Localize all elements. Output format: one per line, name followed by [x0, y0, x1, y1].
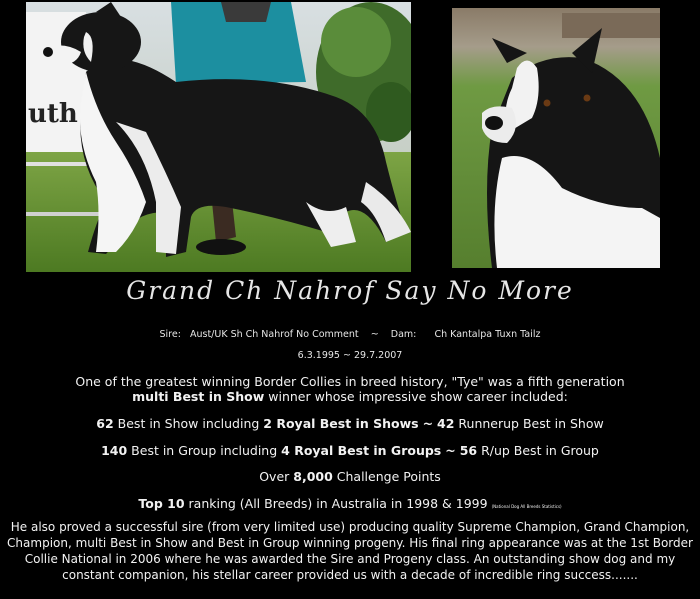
sire-name: Aust/UK Sh Ch Nahrof No Comment — [189, 329, 359, 340]
rbig-text: R/up Best in Group — [477, 443, 599, 458]
stat-line-bis — [0, 416, 700, 431]
intro-line-2 — [0, 389, 700, 404]
sign-text: uth — [28, 99, 78, 129]
tilde-separator-2: ~ — [445, 443, 456, 458]
intro-line-1: One of the greatest winning Border Collies in breed history, "Tye" was a fifth generation — [75, 374, 625, 389]
pedigree-separator: ~ — [370, 329, 379, 340]
dam-label: Dam: — [390, 329, 417, 340]
rank-note: (National Dog All Breeds Statistics) — [491, 504, 562, 509]
big-text: Best in Group including — [127, 443, 282, 458]
cp-value: 8,000 — [293, 469, 333, 484]
life-dates: 6.3.1995 ~ 29.7.2007 — [297, 350, 403, 361]
cp-post: Challenge Points — [332, 469, 441, 484]
stat-line-ranking — [0, 496, 700, 511]
closing-paragraph: He also proved a successful sire (from very limited use) producing quality Supreme Champion, Grand Champion, Champion, multi Best in Show and Best in Group winning progeny. His final ring appearance was at the 1st Border Collie National in 2006 where he was awarded the Sire and Progeny class. An outstanding show dog and my constant companion, his stellar career provided us with a decade of incredible ring success....... — [7, 520, 693, 582]
rank-text: ranking (All Breeds) in Australia in 1998 & 1999 — [184, 496, 488, 511]
runnerup-count: 42 — [437, 416, 455, 431]
rbig-count: 56 — [459, 443, 478, 458]
photo-dog-head-portrait — [452, 8, 660, 268]
page-title: Grand Ch Nahrof Say No More — [126, 276, 574, 305]
intro-bold: multi Best in Show — [132, 389, 265, 404]
cp-pre: Over — [259, 469, 294, 484]
big-count: 140 — [101, 443, 128, 458]
dam-name: Ch Kantalpa Tuxn Tailz — [434, 329, 541, 340]
stat-line-big — [0, 443, 700, 458]
tilde-separator: ~ — [422, 416, 434, 431]
rank-bold: Top 10 — [138, 496, 185, 511]
stat-line-points — [0, 469, 700, 484]
intro-rest: winner whose impressive show career included: — [264, 389, 568, 404]
bis-text: Best in Show including — [113, 416, 264, 431]
pedigree-line — [0, 329, 700, 340]
sire-label: Sire: — [159, 329, 181, 340]
runnerup-text: Runnerup Best in Show — [454, 416, 604, 431]
bis-count: 62 — [96, 416, 114, 431]
photo-dog-stacked — [26, 2, 411, 272]
royal-big: 4 Royal Best in Groups — [281, 443, 442, 458]
royal-bis: 2 Royal Best in Shows — [263, 416, 419, 431]
